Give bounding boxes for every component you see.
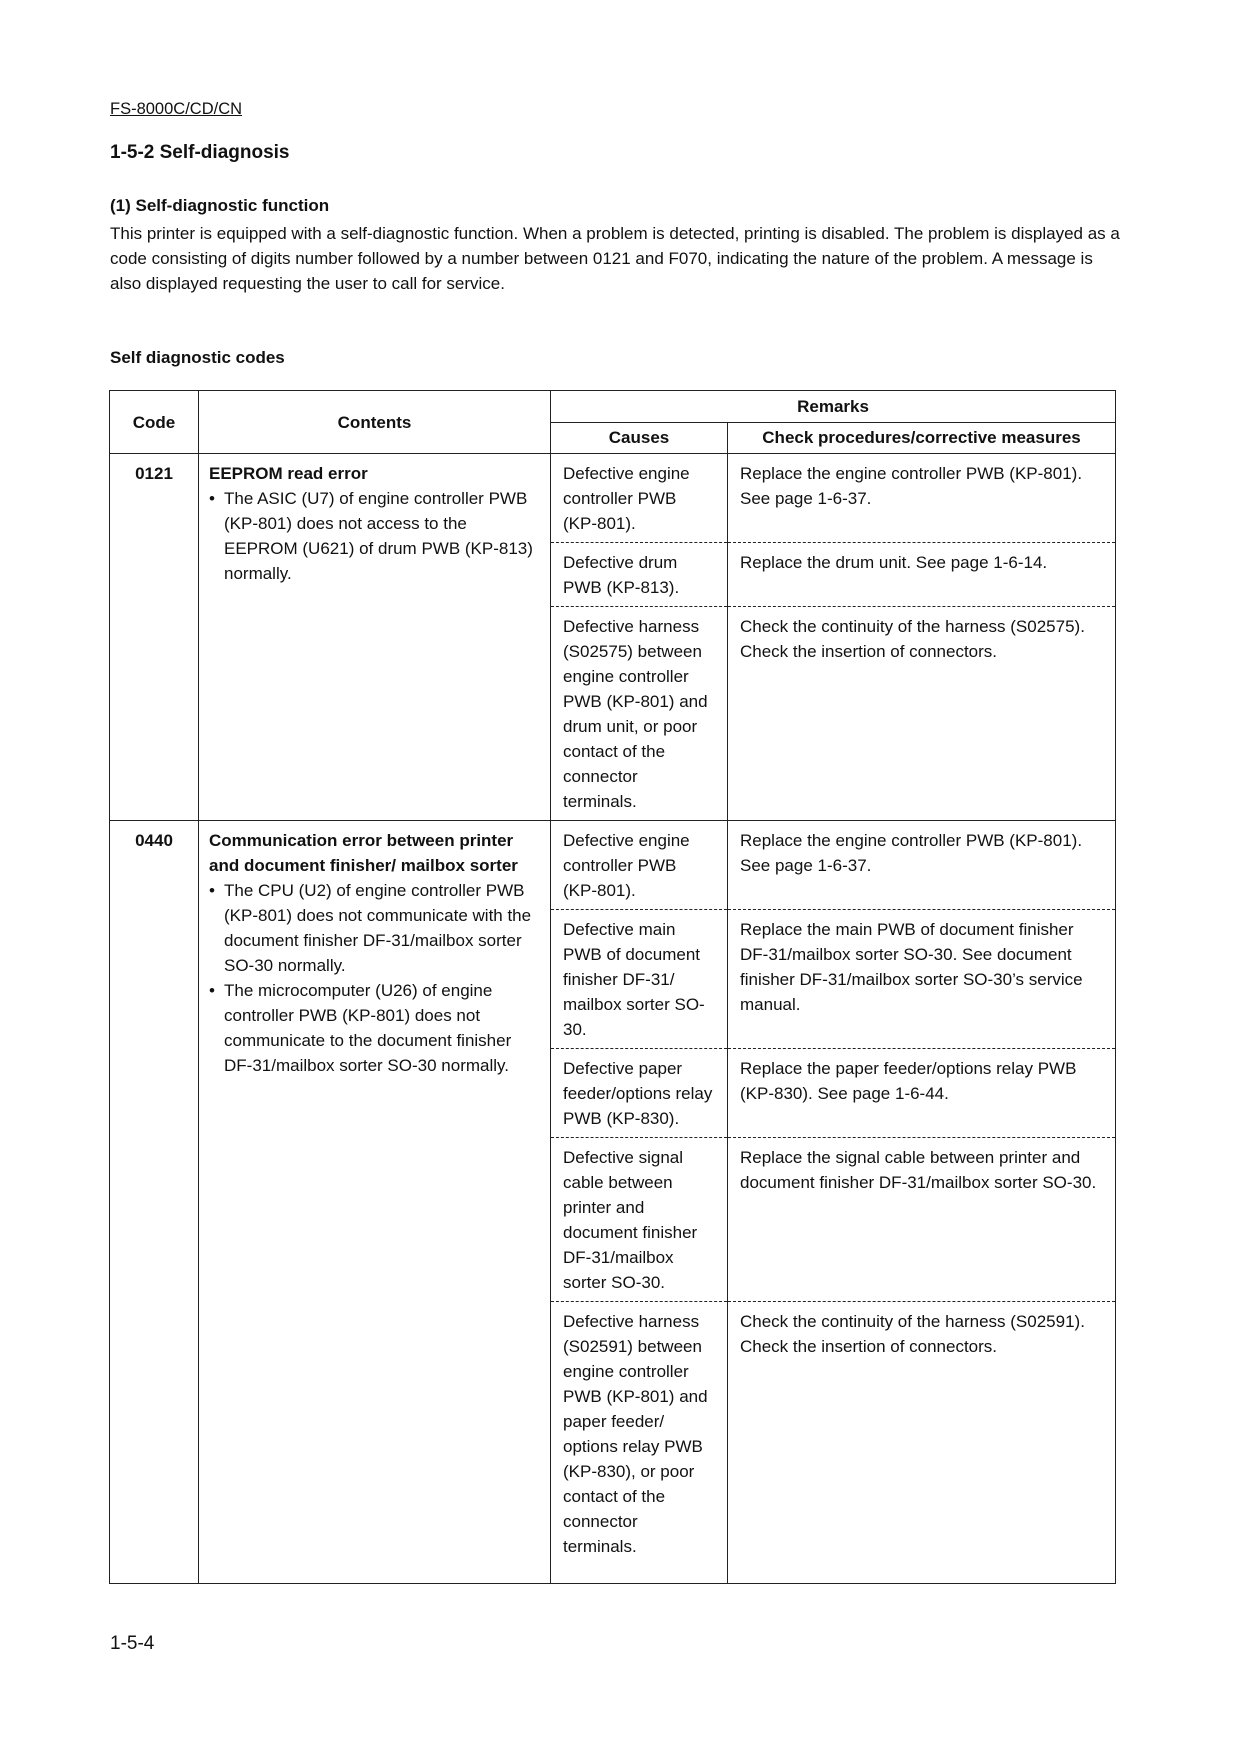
table-title: Self diagnostic codes — [110, 348, 285, 367]
cause-cell: Defective engine controller PWB (KP-801). — [551, 821, 728, 910]
measure-cell: Check the continuity of the harness (S02591). Check the insertion of connectors. — [728, 1302, 1116, 1584]
measure-cell: Replace the engine controller PWB (KP-801). See page 1-6-37. — [728, 821, 1116, 910]
error-contents — [199, 821, 551, 1584]
section-title: 1-5-2 Self-diagnosis — [110, 142, 290, 163]
error-bullet: • The ASIC (U7) of engine controller PWB (KP-801) does not access to the EEPROM (U621) of drum PWB (KP-813) normally. — [209, 486, 540, 586]
cause-cell: Defective harness (S02591) between engine controller PWB (KP-801) and paper feeder/ options relay PWB (KP-830), or poor contact of the connector terminals. — [551, 1302, 728, 1584]
header-remarks: Remarks — [551, 391, 1116, 423]
table-row — [110, 821, 1116, 910]
model-header: FS-8000C/CD/CN — [110, 100, 243, 118]
header-causes: Causes — [551, 422, 728, 454]
subsection-title: (1) Self-diagnostic function — [110, 196, 330, 215]
self-diagnostic-codes-table — [109, 390, 1116, 1584]
error-title: Communication error between printer and document finisher/ mailbox sorter — [209, 831, 518, 875]
error-bullets — [209, 486, 540, 586]
measure-cell: Replace the main PWB of document finisher DF-31/mailbox sorter SO-30. See document finisher DF-31/mailbox sorter SO-30’s service manual. — [728, 910, 1116, 1049]
page-number: 1-5-4 — [110, 1633, 155, 1654]
cause-cell: Defective signal cable between printer and document finisher DF-31/mailbox sorter SO-30. — [551, 1138, 728, 1302]
cause-cell: Defective engine controller PWB (KP-801). — [551, 454, 728, 543]
error-bullet: • The microcomputer (U26) of engine controller PWB (KP-801) does not communicate to the document finisher DF-31/mailbox sorter SO-30 normally. — [209, 978, 540, 1078]
measure-cell: Replace the engine controller PWB (KP-801). See page 1-6-37. — [728, 454, 1116, 543]
error-title: EEPROM read error — [209, 464, 368, 483]
cause-cell: Defective paper feeder/options relay PWB (KP-830). — [551, 1049, 728, 1138]
header-measures: Check procedures/corrective measures — [728, 422, 1116, 454]
measure-cell: Replace the drum unit. See page 1-6-14. — [728, 543, 1116, 607]
header-contents: Contents — [199, 391, 551, 454]
intro-paragraph: This printer is equipped with a self-diagnostic function. When a problem is detected, printing is disabled. The problem is displayed as a code consisting of digits number followed by a number between 0121 and F070, indicating the nature of the problem. A message is also displayed requesting the user to call for service. — [110, 224, 1120, 293]
measure-cell: Check the continuity of the harness (S02575). Check the insertion of connectors. — [728, 607, 1116, 821]
measure-cell: Replace the signal cable between printer and document finisher DF-31/mailbox sorter SO-30. — [728, 1138, 1116, 1302]
header-code: Code — [110, 391, 199, 454]
error-bullets — [209, 878, 540, 1078]
table-row — [110, 454, 1116, 543]
cause-cell: Defective drum PWB (KP-813). — [551, 543, 728, 607]
error-code: 0121 — [110, 454, 199, 821]
measure-cell: Replace the paper feeder/options relay PWB (KP-830). See page 1-6-44. — [728, 1049, 1116, 1138]
error-contents — [199, 454, 551, 821]
error-code: 0440 — [110, 821, 199, 1584]
cause-cell: Defective main PWB of document finisher DF-31/ mailbox sorter SO-30. — [551, 910, 728, 1049]
cause-cell: Defective harness (S02575) between engine controller PWB (KP-801) and drum unit, or poor contact of the connector terminals. — [551, 607, 728, 821]
error-bullet: • The CPU (U2) of engine controller PWB (KP-801) does not communicate with the document finisher DF-31/mailbox sorter SO-30 normally. — [209, 878, 540, 978]
